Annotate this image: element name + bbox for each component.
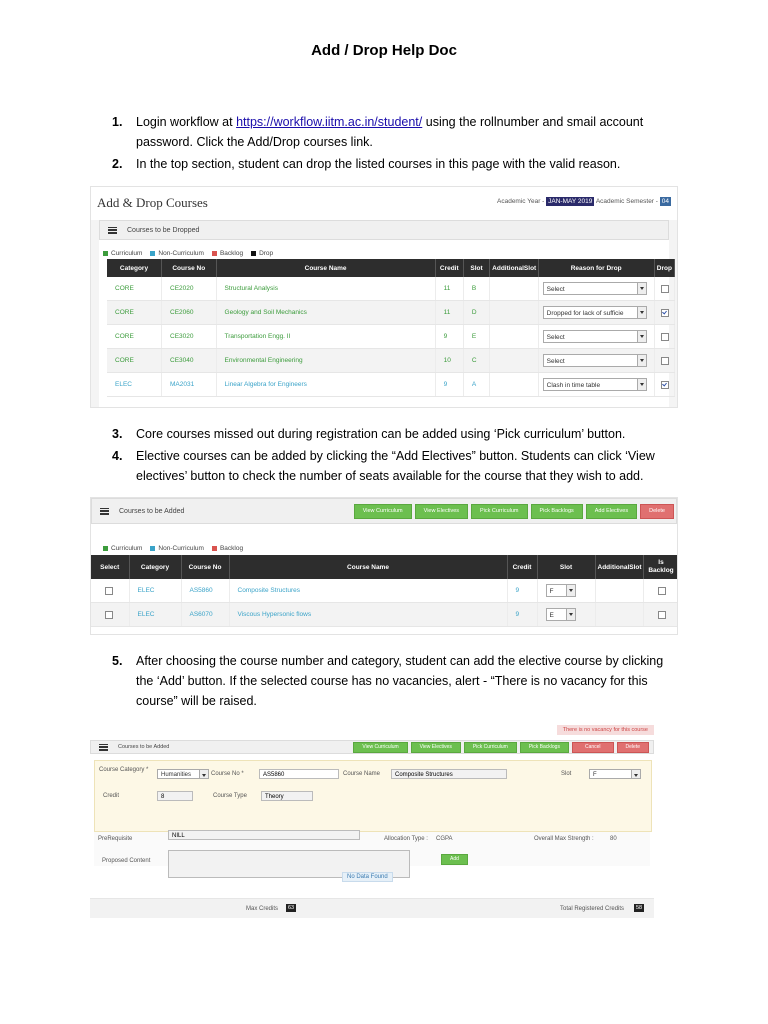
table-header <box>91 555 678 579</box>
add-table <box>91 555 678 627</box>
col-credit[interactable]: Credit <box>435 259 463 277</box>
legend-non-curriculum: Non-Curriculum <box>150 250 204 257</box>
step-text: In the top section, student can drop the listed courses in this page with the valid reason. <box>136 157 621 171</box>
chevron-down-icon <box>637 379 646 390</box>
course-no-input[interactable]: AS5860 <box>259 769 339 779</box>
col-credit[interactable]: Credit <box>507 555 537 579</box>
col-category[interactable]: Category <box>129 555 181 579</box>
pick-curriculum-button[interactable]: Pick Curriculum <box>471 504 528 519</box>
panel-title: Courses to be Added <box>119 507 185 515</box>
cancel-button[interactable]: Cancel <box>572 742 614 753</box>
cell-credit: 9 <box>435 373 463 397</box>
add-courses-screenshot <box>90 497 678 635</box>
course-name-label: Course Name <box>343 771 381 777</box>
table-row <box>107 301 675 325</box>
cell-credit: 10 <box>435 349 463 373</box>
allocation-type-label: Allocation Type : <box>384 836 428 842</box>
step-5 <box>112 651 682 711</box>
step-3 <box>112 424 682 444</box>
page-title: Add / Drop Help Doc <box>311 42 457 59</box>
cell-credit: 11 <box>435 301 463 325</box>
step-number: 1. <box>112 115 123 129</box>
step-number: 5. <box>112 654 123 668</box>
reason-select[interactable]: Dropped for lack of sufficie <box>543 306 647 319</box>
chevron-down-icon <box>566 585 575 596</box>
total-credits-badge: 58 <box>636 905 643 911</box>
col-select[interactable]: Select <box>91 555 129 579</box>
delete-button[interactable]: Delete <box>617 742 649 753</box>
chevron-down-icon <box>631 770 640 778</box>
add-electives-button[interactable]: Add Electives <box>586 504 637 519</box>
legend <box>103 545 677 552</box>
chevron-down-icon <box>566 609 575 620</box>
cell-additional-slot <box>595 579 643 603</box>
slot-select[interactable]: E <box>546 608 576 621</box>
cell-additional-slot <box>490 373 538 397</box>
legend-non-curriculum: Non-Curriculum <box>150 545 204 552</box>
cell-slot: B <box>463 277 489 301</box>
cell-additional-slot <box>490 277 538 301</box>
cell-course-no: AS6070 <box>181 603 229 627</box>
panel-header <box>99 220 669 240</box>
cell-category: ELEC <box>129 603 181 627</box>
pick-backlogs-button[interactable]: Pick Backlogs <box>531 504 583 519</box>
drop-checkbox[interactable] <box>661 333 669 341</box>
step-4 <box>112 446 682 486</box>
chevron-down-icon <box>637 355 646 366</box>
cell-credit: 11 <box>435 277 463 301</box>
reason-select[interactable]: Select <box>543 282 647 295</box>
academic-year-label: Academic Year - <box>497 198 545 205</box>
no-data-message: No Data Found <box>342 872 393 882</box>
table-row <box>107 373 675 397</box>
allocation-type-value: CGPA <box>436 836 453 842</box>
panel-title: Courses to be Dropped <box>127 226 200 234</box>
step-text: Elective courses can be added by clicking the “Add Electives” button. Students can click ‘View electives’ button to check the number of seats available for the course that they wish to add. <box>136 449 655 483</box>
proposed-content-label: Proposed Content <box>102 858 151 864</box>
cell-additional-slot <box>490 349 538 373</box>
course-type-label: Course Type <box>213 793 247 799</box>
slot-label: Slot <box>561 771 572 777</box>
screen-title: Add & Drop Courses <box>97 195 208 210</box>
col-drop[interactable]: Drop <box>654 259 674 277</box>
col-slot[interactable]: Slot <box>537 555 595 579</box>
step-2 <box>112 154 682 174</box>
legend-curriculum: Curriculum <box>103 545 142 552</box>
chevron-down-icon <box>637 283 646 294</box>
table-row <box>91 579 678 603</box>
reason-select[interactable]: Select <box>543 330 647 343</box>
course-category-label: Course Category * <box>99 767 149 773</box>
cell-course-no: AS5860 <box>181 579 229 603</box>
cell-slot: E <box>463 325 489 349</box>
cell-course-no: CE2020 <box>162 277 217 301</box>
credit-label: Credit <box>103 793 120 799</box>
legend-drop: Drop <box>251 250 273 257</box>
cell-course-no: CE2060 <box>162 301 217 325</box>
cell-category: CORE <box>107 349 162 373</box>
semester-badge: 04 <box>661 198 669 205</box>
select-checkbox[interactable] <box>105 587 113 595</box>
panel-title: Courses to be Added <box>118 744 170 750</box>
legend <box>103 250 669 257</box>
delete-button[interactable]: Delete <box>640 504 674 519</box>
drop-checkbox[interactable] <box>661 285 669 293</box>
cell-additional-slot <box>595 603 643 627</box>
alert-message: There is no vacancy for this course <box>557 725 654 735</box>
semester-label: Academic Semester - <box>595 198 658 205</box>
cell-course-no: CE3040 <box>162 349 217 373</box>
col-reason[interactable]: Reason for Drop <box>538 259 654 277</box>
slot-select[interactable]: F <box>546 584 576 597</box>
cell-slot: A <box>463 373 489 397</box>
view-electives-button[interactable]: View Electives <box>415 504 468 519</box>
drop-checkbox[interactable] <box>661 357 669 365</box>
pick-backlogs-button[interactable]: Pick Backlogs <box>520 742 569 753</box>
drop-checkbox[interactable] <box>661 309 669 317</box>
legend-backlog: Backlog <box>212 545 243 552</box>
step-text: Login workflow at <box>136 115 237 129</box>
step-number: 2. <box>112 157 123 171</box>
view-electives-button[interactable]: View Electives <box>411 742 461 753</box>
col-slot[interactable]: Slot <box>463 259 489 277</box>
add-form <box>94 760 652 832</box>
cell-category: CORE <box>107 277 162 301</box>
cell-course-name: Structural Analysis <box>216 277 435 301</box>
workflow-link[interactable]: https://workflow.iitm.ac.in/student/ <box>236 115 423 129</box>
cell-course-name: Environmental Engineering <box>216 349 435 373</box>
course-no-label: Course No * <box>211 771 244 777</box>
select-checkbox[interactable] <box>105 611 113 619</box>
prerequisite-field: NILL <box>168 830 360 840</box>
cell-additional-slot <box>490 301 538 325</box>
table-row <box>107 349 675 373</box>
cell-category: ELEC <box>129 579 181 603</box>
course-name-field: Composite Structures <box>391 769 507 779</box>
reason-select[interactable]: Select <box>543 354 647 367</box>
col-course-name[interactable]: Course Name <box>216 259 435 277</box>
table-header <box>107 259 675 277</box>
details-area <box>94 832 650 866</box>
col-additional-slot[interactable]: AdditionalSlot <box>595 555 643 579</box>
legend-backlog: Backlog <box>212 250 243 257</box>
course-type-field: Theory <box>261 791 313 801</box>
cell-course-name: Transportation Engg. II <box>216 325 435 349</box>
credit-field: 8 <box>157 791 193 801</box>
view-curriculum-button[interactable]: View Curriculum <box>354 504 412 519</box>
legend-curriculum: Curriculum <box>103 250 142 257</box>
menu-icon[interactable] <box>99 744 108 751</box>
col-additional-slot[interactable]: AdditionalSlot <box>490 259 538 277</box>
cell-category: CORE <box>107 301 162 325</box>
table-row <box>107 325 675 349</box>
cell-credit: 9 <box>507 603 537 627</box>
cell-category: CORE <box>107 325 162 349</box>
academic-year-badge: JAN-MAY 2019 <box>548 198 593 205</box>
backlog-checkbox[interactable] <box>658 611 666 619</box>
chevron-down-icon <box>637 331 646 342</box>
max-credits-badge: 63 <box>288 905 295 911</box>
step-number: 4. <box>112 449 123 463</box>
cell-credit: 9 <box>507 579 537 603</box>
chevron-down-icon <box>199 770 208 778</box>
add-button[interactable]: Add <box>441 854 468 865</box>
backlog-checkbox[interactable] <box>658 587 666 595</box>
cell-credit: 9 <box>435 325 463 349</box>
max-strength-label: Overall Max Strength : <box>534 836 594 842</box>
cell-course-no: CE3020 <box>162 325 217 349</box>
max-credits-label: Max Credits <box>246 906 279 912</box>
table-row <box>107 277 675 301</box>
col-course-name[interactable]: Course Name <box>229 555 507 579</box>
add-elective-screenshot <box>90 724 654 918</box>
col-category[interactable]: Category <box>107 259 162 277</box>
cell-additional-slot <box>490 325 538 349</box>
menu-icon[interactable] <box>100 508 109 515</box>
pick-curriculum-button[interactable]: Pick Curriculum <box>464 742 517 753</box>
drop-table <box>107 259 675 397</box>
cell-course-name: Linear Algebra for Engineers <box>216 373 435 397</box>
table-row <box>91 603 678 627</box>
cell-category: ELEC <box>107 373 162 397</box>
slot-select[interactable]: F <box>589 769 641 779</box>
cell-course-no: MA2031 <box>162 373 217 397</box>
col-course-no[interactable]: Course No <box>162 259 217 277</box>
col-is-backlog[interactable]: Is Backlog <box>643 555 678 579</box>
drop-checkbox[interactable] <box>661 381 669 389</box>
step-text: using the rollnumber and smail account password. Click the Add/Drop courses link. <box>136 115 644 149</box>
view-curriculum-button[interactable]: View Curriculum <box>353 742 407 753</box>
cell-slot: D <box>463 301 489 325</box>
col-course-no[interactable]: Course No <box>181 555 229 579</box>
cell-slot: C <box>463 349 489 373</box>
footer-bar <box>90 898 654 918</box>
step-text: Core courses missed out during registration can be added using ‘Pick curriculum’ button. <box>136 427 626 441</box>
panel-header <box>91 498 677 524</box>
cell-course-name: Viscous Hypersonic flows <box>229 603 507 627</box>
step-text: After choosing the course number and category, student can add the elective course by clicking the ‘Add’ button. If the selected course has no vacancies, alert - “There is no vacancy for this course” will be raised. <box>136 654 664 708</box>
menu-icon[interactable] <box>108 227 117 234</box>
prerequisite-label: PreRequisite <box>98 836 133 842</box>
total-credits-label: Total Registered Credits <box>560 906 625 912</box>
cell-course-name: Geology and Soil Mechanics <box>216 301 435 325</box>
reason-select[interactable]: Clash in time table <box>543 378 647 391</box>
panel-header <box>90 740 654 754</box>
cell-course-name: Composite Structures <box>229 579 507 603</box>
course-category-select[interactable]: Humanities <box>157 769 209 779</box>
max-strength-value: 80 <box>610 836 617 842</box>
step-1 <box>112 112 682 152</box>
drop-courses-screenshot <box>90 186 678 408</box>
chevron-down-icon <box>637 307 646 318</box>
step-number: 3. <box>112 427 123 441</box>
